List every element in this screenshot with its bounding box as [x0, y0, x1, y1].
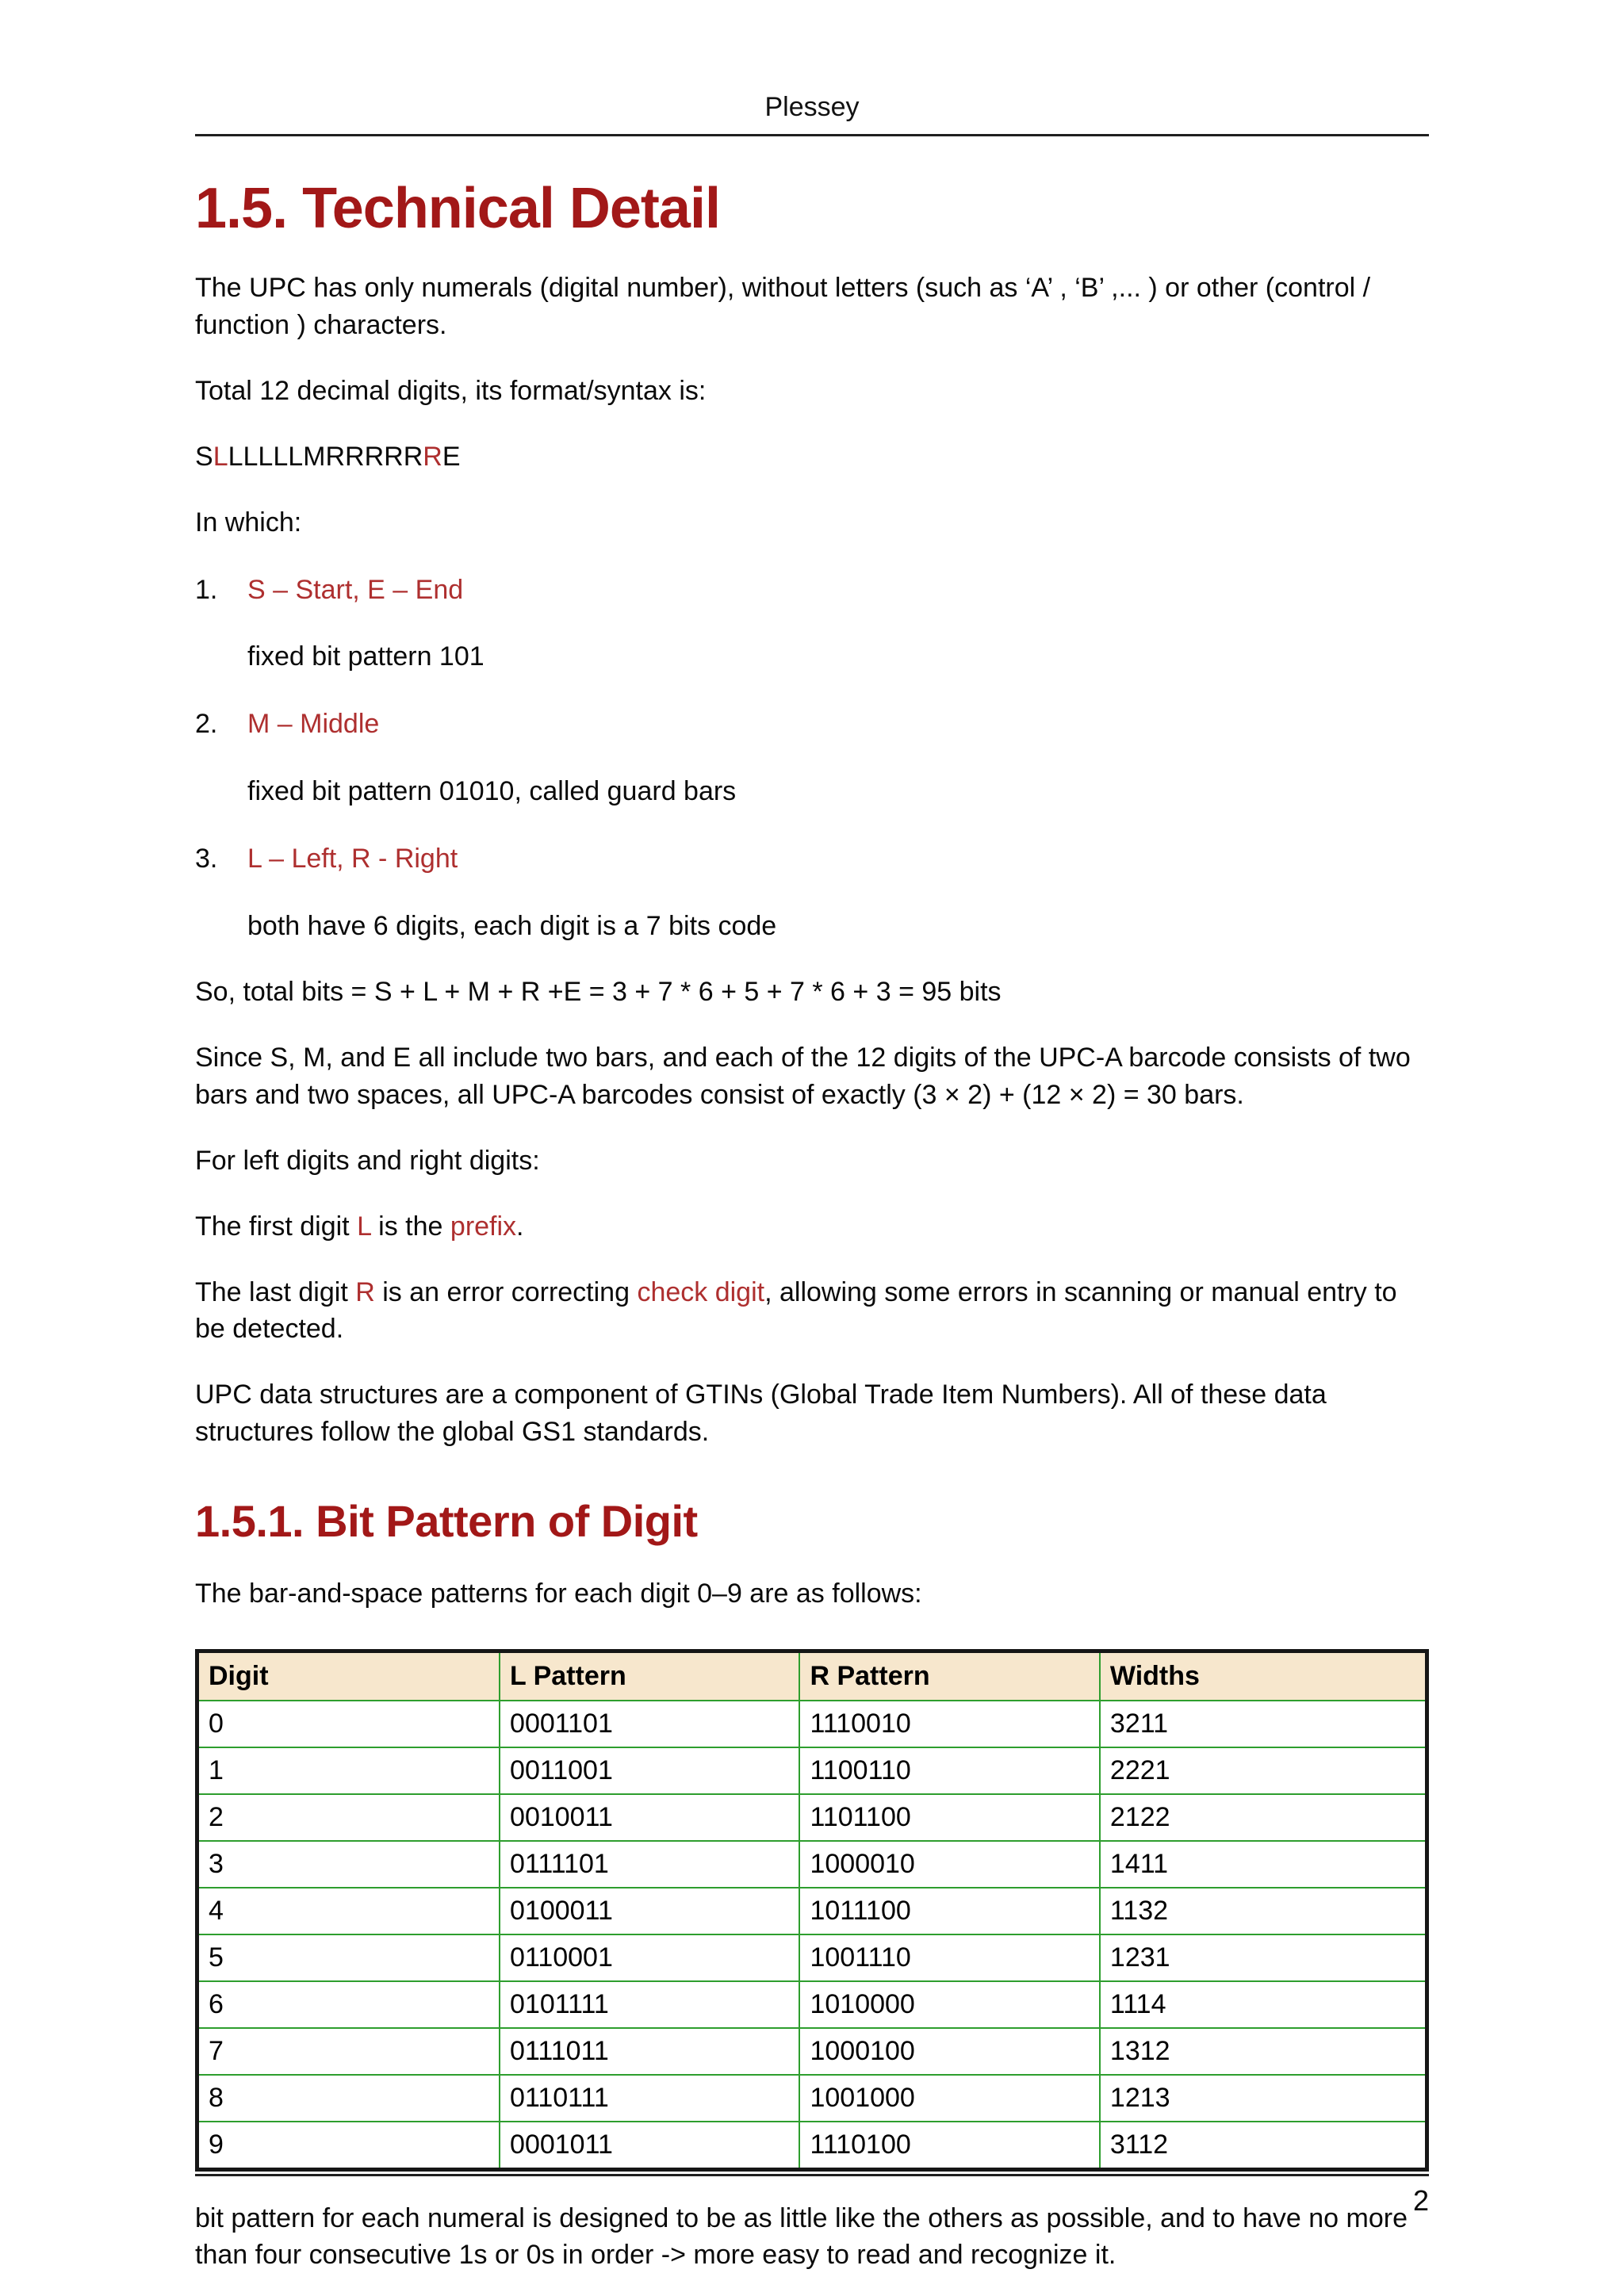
list-label: S – Start, E – End	[247, 574, 464, 605]
table-cell: 1011100	[799, 1888, 1099, 1934]
table-cell: 1132	[1100, 1888, 1427, 1934]
table-header-cell: L Pattern	[500, 1651, 799, 1701]
table-cell: 0110111	[500, 2075, 799, 2122]
table-cell: 0010011	[500, 1794, 799, 1841]
list-number: 3.	[195, 844, 218, 874]
text-run: prefix	[450, 1211, 517, 1242]
page-footer	[195, 2174, 1429, 2218]
list-detail: fixed bit pattern 01010, called guard bars	[247, 776, 737, 807]
header-title: Plessey	[764, 92, 860, 122]
text-run: check digit	[637, 1276, 765, 1307]
table-row	[197, 1981, 1427, 2028]
table-row	[197, 1888, 1427, 1934]
page-header	[195, 0, 1429, 123]
table-cell: 1110010	[799, 1701, 1099, 1747]
table-cell: 0111011	[500, 2028, 799, 2075]
table-cell: 0	[197, 1701, 500, 1747]
table-cell: 8	[197, 2075, 500, 2122]
text-run: R	[355, 1276, 375, 1307]
table-row	[197, 2122, 1427, 2170]
section-heading: 1.5. Technical Detail	[195, 177, 720, 240]
paragraph-since: Since S, M, and E all include two bars, and each of the 12 digits of the UPC-A barcode consists of two bars and two spaces, all UPC-A barcodes consist of exactly (3 × 2) + (12 × 2) = 30 bars.	[195, 1042, 1411, 1110]
text-run: The first digit	[195, 1211, 358, 1242]
text-run: is an error correcting	[374, 1276, 638, 1307]
text-run: is the	[370, 1211, 450, 1242]
list-item	[195, 840, 1429, 878]
table-header-row	[197, 1651, 1427, 1701]
table-row	[197, 1841, 1427, 1888]
text-run: The last digit	[195, 1276, 356, 1307]
table-cell: 0101111	[500, 1981, 799, 2028]
syntax-line	[195, 438, 1429, 476]
table-cell: 1110100	[799, 2122, 1099, 2170]
text-run: S	[195, 441, 213, 472]
table-cell: 5	[197, 1934, 500, 1981]
table-cell: 1	[197, 1747, 500, 1794]
table-cell: 0001011	[500, 2122, 799, 2170]
table-cell: 6	[197, 1981, 500, 2028]
table-cell: 0001101	[500, 1701, 799, 1747]
table-cell: 3	[197, 1841, 500, 1888]
table-row	[197, 1701, 1427, 1747]
content-area	[195, 0, 1429, 2274]
table-row	[197, 2028, 1427, 2075]
table-cell: 1213	[1100, 2075, 1427, 2122]
paragraph-gtin: UPC data structures are a component of GTINs (Global Trade Item Numbers). All of these data structures follow the global GS1 standards.	[195, 1380, 1327, 1448]
table-cell: 2	[197, 1794, 500, 1841]
table-row	[197, 1747, 1427, 1794]
table-cell: 7	[197, 2028, 500, 2075]
bit-pattern-table	[195, 1649, 1429, 2172]
table-header-cell: Widths	[1100, 1651, 1427, 1701]
table-cell: 2221	[1100, 1747, 1427, 1794]
table-cell: 1231	[1100, 1934, 1427, 1981]
list-item	[195, 706, 1429, 743]
paragraph-bar-space: The bar-and-space patterns for each digit 0–9 are as follows:	[195, 1578, 922, 1609]
text-run: .	[516, 1211, 524, 1242]
text-run: RRRRR	[325, 441, 423, 472]
table-cell: 1101100	[799, 1794, 1099, 1841]
table-cell: 3112	[1100, 2122, 1427, 2170]
table-cell: 1000100	[799, 2028, 1099, 2075]
text-run: E	[442, 441, 461, 472]
table-cell: 0011001	[500, 1747, 799, 1794]
table-header-cell: Digit	[197, 1651, 500, 1701]
table-cell: 1000010	[799, 1841, 1099, 1888]
table-header-cell: R Pattern	[799, 1651, 1099, 1701]
text-run: R	[423, 441, 442, 472]
paragraph-total-digits: Total 12 decimal digits, its format/syntax is:	[195, 375, 707, 406]
text-run: L	[357, 1211, 371, 1242]
table-cell: 0110001	[500, 1934, 799, 1981]
list-detail: both have 6 digits, each digit is a 7 bits code	[247, 911, 777, 942]
table-cell: 1001110	[799, 1934, 1099, 1981]
table-cell: 1411	[1100, 1841, 1427, 1888]
table-cell: 3211	[1100, 1701, 1427, 1747]
paragraph-in-which: In which:	[195, 507, 302, 538]
header-rule	[195, 134, 1429, 136]
table-cell: 4	[197, 1888, 500, 1934]
subsection-heading: 1.5.1. Bit Pattern of Digit	[195, 1496, 698, 1547]
page-number: 2	[1412, 2184, 1429, 2217]
table-cell: 9	[197, 2122, 500, 2170]
text-run: , allowing some errors in scanning or manual entry to be detected.	[195, 1276, 1397, 1345]
paragraph-last-digit	[195, 1274, 1429, 1349]
paragraph-bottom: bit pattern for each numeral is designed to be as little like the others as possible, and to have no more than four consecutive 1s or 0s in order -> more easy to read and recognize it.	[195, 2202, 1408, 2271]
table-row	[197, 1934, 1427, 1981]
list-number: 2.	[195, 709, 218, 740]
table-row	[197, 1794, 1427, 1841]
table-cell: 1100110	[799, 1747, 1099, 1794]
paragraph-for-digits: For left digits and right digits:	[195, 1145, 540, 1176]
paragraph-total-bits: So, total bits = S + L + M + R +E = 3 + 7 * 6 + 5 + 7 * 6 + 3 = 95 bits	[195, 976, 1002, 1007]
list-number: 1.	[195, 574, 218, 605]
table-cell: 2122	[1100, 1794, 1427, 1841]
paragraph-first-digit	[195, 1208, 1429, 1246]
table-cell: 1010000	[799, 1981, 1099, 2028]
text-run: M	[303, 441, 326, 472]
paragraph-intro: The UPC has only numerals (digital number), without letters (such as ‘A’ , ‘B’ ,... ) or other (control / function ) characters.	[195, 273, 1371, 340]
table-cell: 1114	[1100, 1981, 1427, 2028]
table-cell: 0111101	[500, 1841, 799, 1888]
text-run: LLLLL	[228, 441, 304, 472]
list-detail: fixed bit pattern 101	[247, 641, 485, 672]
text-run: L	[213, 441, 228, 472]
table-row	[197, 2075, 1427, 2122]
list-label: M – Middle	[247, 709, 380, 740]
table-cell: 1001000	[799, 2075, 1099, 2122]
list-label: L – Left, R - Right	[247, 844, 458, 874]
list-item	[195, 572, 1429, 609]
table-cell: 1312	[1100, 2028, 1427, 2075]
table-cell: 0100011	[500, 1888, 799, 1934]
